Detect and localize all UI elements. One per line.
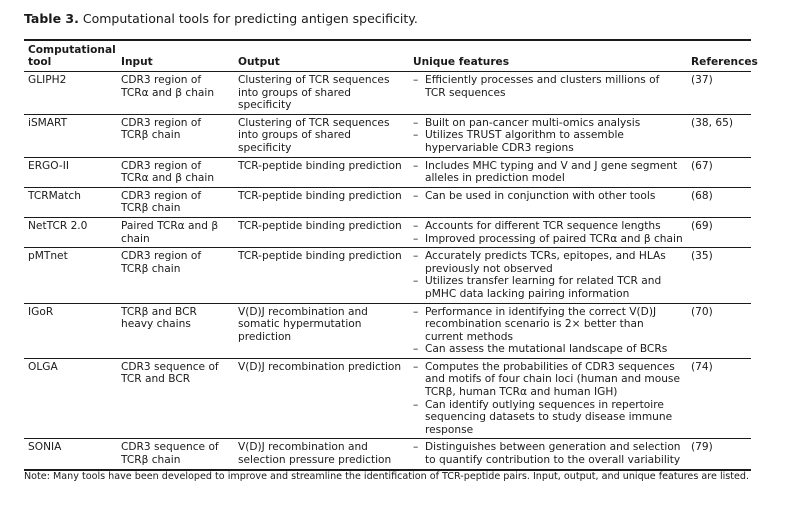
table-row [24,303,751,358]
features-list [413,220,683,245]
features-cell [409,439,687,470]
input-cell: CDR3 region of TCRβ chain [121,189,202,215]
features-list [413,160,683,185]
output-cell: V(D)J recombination prediction [238,360,402,373]
table-note: Note: Many tools have been developed to improve and streamline the identification of TCR-peptide pairs. Input, output, and unique features are listed. [24,471,750,482]
feature-item: – Can assess the mutational landscape of BCRs [413,343,683,356]
output-cell: TCR-peptide binding prediction [238,219,402,232]
features-cell [409,114,687,157]
feature-item: – Computes the probabilities of CDR3 sequences and motifs of four chain loci (human and mouse TCRβ, human TCRα and human IGH) [413,361,683,399]
feature-item: – Improved processing of paired TCRα and β chain [413,233,683,246]
features-list [413,74,683,99]
references-cell: (69) [691,219,713,232]
features-list [413,117,683,155]
header-tool: Computational tool [28,43,116,69]
table-caption [24,11,418,26]
table-row [24,439,751,470]
table-row [24,72,751,115]
input-cell: Paired TCRα and β chain [121,219,219,245]
features-cell [409,303,687,358]
tool-cell: IGoR [28,305,54,318]
features-cell [409,72,687,115]
header-input: Input [121,56,153,69]
features-cell [409,248,687,303]
tool-cell: TCRMatch [28,189,81,202]
references-cell: (38, 65) [691,116,733,129]
output-cell: TCR-peptide binding prediction [238,250,402,263]
output-cell: Clustering of TCR sequences into groups of shared specificity [238,116,390,154]
output-cell: TCR-peptide binding prediction [238,159,402,172]
output-cell: V(D)J recombination and selection pressure prediction [238,441,392,467]
references-cell: (79) [691,441,713,454]
tool-cell: iSMART [28,116,68,129]
header-row [24,43,751,72]
table-row [24,187,751,217]
references-cell: (74) [691,360,713,373]
table-row [24,358,751,439]
features-list [413,361,683,437]
feature-item: – Accounts for different TCR sequence lengths [413,220,683,233]
feature-item: – Built on pan-cancer multi-omics analysis [413,117,683,130]
feature-item: – Utilizes transfer learning for related TCR and pMHC data lacking pairing information [413,275,683,300]
features-list [413,306,683,356]
features-list [413,190,683,203]
feature-item: – Accurately predicts TCRs, epitopes, and HLAs previously not observed [413,250,683,275]
tool-cell: OLGA [28,360,58,373]
feature-item: – Performance in identifying the correct V(D)J recombination scenario is 2× better than current methods [413,306,683,344]
table-row [24,217,751,247]
table-row [24,114,751,157]
table-body [24,72,751,470]
input-cell: CDR3 sequence of TCR and BCR [121,360,219,386]
feature-item: – Distinguishes between generation and selection to quantify contribution to the overall variability [413,441,683,466]
feature-item: – Can identify outlying sequences in repertoire sequencing datasets to study disease immune response [413,399,683,437]
tool-cell: ERGO-II [28,159,69,172]
input-cell: CDR3 region of TCRα and β chain [121,159,215,185]
feature-item: – Can be used in conjunction with other tools [413,190,683,203]
tools-table [24,43,758,471]
input-cell: CDR3 region of TCRβ chain [121,250,202,275]
input-cell: CDR3 region of TCRα and β chain [121,74,215,99]
tool-cell: NetTCR 2.0 [28,219,88,232]
caption-text: Computational tools for predicting antigen specificity. [82,11,418,26]
input-cell: CDR3 sequence of TCRβ chain [121,441,219,467]
tool-cell: pMTnet [28,250,68,263]
table-row [24,157,751,187]
tool-cell: SONIA [28,441,62,454]
references-cell: (70) [691,305,713,318]
top-rule [24,39,751,41]
references-cell: (37) [691,74,713,86]
references-cell: (68) [691,189,713,202]
references-cell: (35) [691,250,713,263]
features-list [413,250,683,300]
header-references: References [691,56,758,69]
features-cell [409,217,687,247]
tool-cell: GLIPH2 [28,74,67,86]
input-cell: CDR3 region of TCRβ chain [121,116,202,142]
header-output: Output [238,56,280,69]
input-cell: TCRβ and BCR heavy chains [121,305,197,331]
features-list [413,441,683,466]
feature-item: – Includes MHC typing and V and J gene segment alleles in prediction model [413,160,683,185]
feature-item: – Efficiently processes and clusters millions of TCR sequences [413,74,683,99]
features-cell [409,157,687,187]
output-cell: TCR-peptide binding prediction [238,189,402,202]
references-cell: (67) [691,159,713,172]
feature-item: – Utilizes TRUST algorithm to assemble hypervariable CDR3 regions [413,129,683,154]
table-row [24,248,751,303]
caption-label: Table 3. [24,11,79,26]
output-cell: V(D)J recombination and somatic hypermutation prediction [238,305,368,343]
features-cell [409,358,687,439]
header-features: Unique features [413,56,510,69]
features-cell [409,187,687,217]
output-cell: Clustering of TCR sequences into groups of shared specificity [238,74,390,112]
